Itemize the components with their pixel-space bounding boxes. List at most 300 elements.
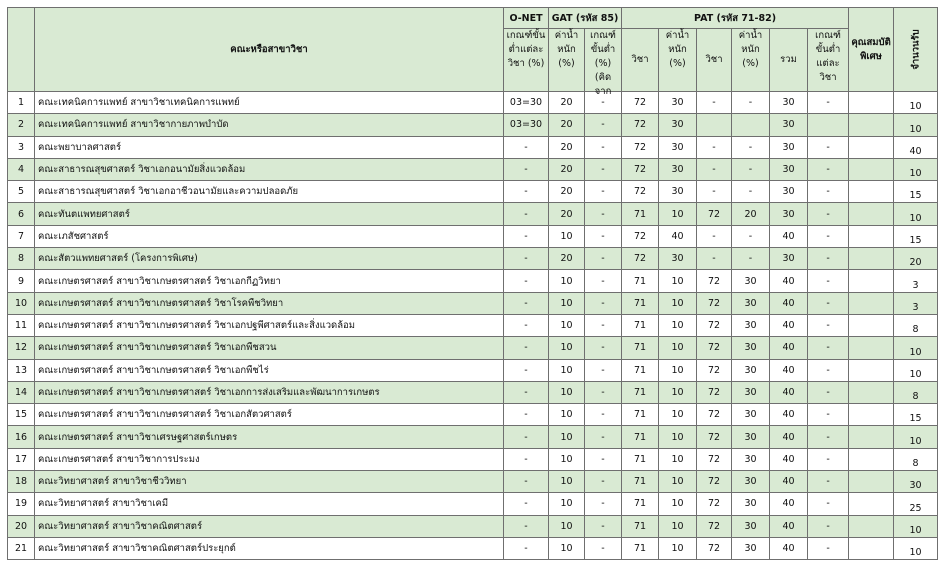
pat-subject2-value: 72	[697, 515, 732, 537]
pat-min-value: -	[808, 493, 849, 515]
row-number: 13	[8, 359, 35, 381]
quota-value: 15	[894, 181, 938, 203]
pat-weight1-value: 30	[659, 248, 697, 270]
gat-weight-value: 10	[549, 493, 585, 515]
pat-total-value: 30	[770, 158, 808, 180]
onet-min-value: -	[504, 337, 549, 359]
table-row	[8, 471, 938, 493]
quota-value: 3	[894, 292, 938, 314]
pat-subject1-value: 72	[622, 158, 659, 180]
onet-min-value: -	[504, 448, 549, 470]
quota-value: 15	[894, 225, 938, 247]
quota-value: 25	[894, 493, 938, 515]
special-qualification-value	[849, 292, 894, 314]
onet-min-value: -	[504, 515, 549, 537]
gat-min-value: -	[585, 203, 622, 225]
row-number: 2	[8, 114, 35, 136]
pat-weight2-value: 30	[732, 292, 770, 314]
gat-weight-value: 20	[549, 158, 585, 180]
faculty-name: คณะเกษตรศาสตร์ สาขาวิชาเกษตรศาสตร์ วิชาเอกการส่งเสริมและพัฒนาการเกษตร	[35, 381, 504, 403]
gat-weight-value: 20	[549, 203, 585, 225]
pat-min-value: -	[808, 471, 849, 493]
row-number: 17	[8, 448, 35, 470]
gat-min-value: -	[585, 92, 622, 114]
special-qualification-value	[849, 404, 894, 426]
pat-weight2-header: ค่าน้ำหนัก (%)	[732, 29, 770, 92]
pat-weight2-value: -	[732, 158, 770, 180]
pat-total-value: 40	[770, 493, 808, 515]
pat-weight2-value: 30	[732, 270, 770, 292]
pat-min-value: -	[808, 136, 849, 158]
row-number: 10	[8, 292, 35, 314]
gat-min-value: -	[585, 493, 622, 515]
faculty-name: คณะเกษตรศาสตร์ สาขาวิชาเกษตรศาสตร์ วิชาเอกพืชสวน	[35, 337, 504, 359]
quota-value: 30	[894, 471, 938, 493]
pat-weight2-value: 30	[732, 448, 770, 470]
gat-min-value: -	[585, 136, 622, 158]
pat-subject2-value: 72	[697, 381, 732, 403]
gat-weight-value: 10	[549, 471, 585, 493]
special-qualification-value	[849, 493, 894, 515]
pat-weight2-value: -	[732, 136, 770, 158]
row-number: 1	[8, 92, 35, 114]
table-row	[8, 203, 938, 225]
pat-total-value: 40	[770, 270, 808, 292]
pat-subject1-value: 72	[622, 114, 659, 136]
gat-min-value: -	[585, 359, 622, 381]
pat-subject2-value: 72	[697, 203, 732, 225]
pat-total-value: 30	[770, 181, 808, 203]
pat-weight1-value: 30	[659, 136, 697, 158]
onet-min-value: -	[504, 248, 549, 270]
quota-value: 20	[894, 248, 938, 270]
pat-weight2-value: -	[732, 225, 770, 247]
row-number: 19	[8, 493, 35, 515]
pat-subject2-value: -	[697, 158, 732, 180]
onet-min-value: -	[504, 537, 549, 559]
pat-min-value	[808, 114, 849, 136]
pat-total-value: 40	[770, 359, 808, 381]
special-qualification-value	[849, 359, 894, 381]
row-number: 18	[8, 471, 35, 493]
pat-weight1-value: 30	[659, 181, 697, 203]
quota-value: 8	[894, 448, 938, 470]
faculty-name: คณะเทคนิคการแพทย์ สาขาวิชากายภาพบำบัด	[35, 114, 504, 136]
gat-min-value: -	[585, 448, 622, 470]
pat-min-value: -	[808, 225, 849, 247]
pat-min-value: -	[808, 270, 849, 292]
faculty-name: คณะเกษตรศาสตร์ สาขาวิชาเกษตรศาสตร์ วิชาเอกพืชไร่	[35, 359, 504, 381]
quota-value: 3	[894, 270, 938, 292]
special-qualification-value	[849, 515, 894, 537]
pat-subject2-value: 72	[697, 337, 732, 359]
pat-subject2-value: -	[697, 92, 732, 114]
pat-weight2-value: 30	[732, 404, 770, 426]
table-row	[8, 426, 938, 448]
table-row	[8, 92, 938, 114]
faculty-name: คณะเกษตรศาสตร์ สาขาวิชาเกษตรศาสตร์ วิชาโรคพืชวิทยา	[35, 292, 504, 314]
pat-subject2-value: -	[697, 225, 732, 247]
pat-group-header: PAT (รหัส 71-82)	[622, 8, 849, 29]
pat-subject1-value: 71	[622, 537, 659, 559]
row-number: 12	[8, 337, 35, 359]
onet-min-value: -	[504, 471, 549, 493]
faculty-name: คณะสาธารณสุขศาสตร์ วิชาเอกอนามัยสิ่งแวดล้อม	[35, 158, 504, 180]
pat-subject2-value: 72	[697, 404, 732, 426]
quota-value: 8	[894, 381, 938, 403]
onet-min-value: -	[504, 158, 549, 180]
pat-total-value: 30	[770, 203, 808, 225]
pat-min-value: -	[808, 92, 849, 114]
row-number: 20	[8, 515, 35, 537]
faculty-name: คณะเทคนิคการแพทย์ สาขาวิชาเทคนิคการแพทย์	[35, 92, 504, 114]
gat-min-value: -	[585, 515, 622, 537]
pat-subject1-value: 71	[622, 404, 659, 426]
gat-min-value: -	[585, 471, 622, 493]
pat-total-value: 40	[770, 292, 808, 314]
special-qualification-value	[849, 337, 894, 359]
table-row	[8, 270, 938, 292]
pat-total-value: 40	[770, 471, 808, 493]
gat-min-value: -	[585, 404, 622, 426]
pat-weight2-value: 30	[732, 314, 770, 336]
pat-subject1-value: 71	[622, 359, 659, 381]
table-row	[8, 136, 938, 158]
gat-weight-value: 20	[549, 114, 585, 136]
pat-weight2-value: -	[732, 181, 770, 203]
special-qualification-value	[849, 181, 894, 203]
quota-value: 40	[894, 136, 938, 158]
pat-weight1-value: 10	[659, 537, 697, 559]
pat-weight1-value: 10	[659, 515, 697, 537]
gat-weight-value: 10	[549, 537, 585, 559]
special-qualification-value	[849, 471, 894, 493]
table-row	[8, 537, 938, 559]
pat-min-value: -	[808, 448, 849, 470]
pat-total-value: 40	[770, 515, 808, 537]
gat-weight-value: 10	[549, 337, 585, 359]
pat-subject1-value: 71	[622, 515, 659, 537]
special-qualification-value	[849, 381, 894, 403]
gat-weight-value: 20	[549, 248, 585, 270]
pat-total-value: 40	[770, 225, 808, 247]
special-qualification-value	[849, 314, 894, 336]
onet-min-value: -	[504, 493, 549, 515]
pat-min-value: -	[808, 203, 849, 225]
pat-min-value: -	[808, 537, 849, 559]
pat-total-value: 40	[770, 314, 808, 336]
pat-weight2-value: 30	[732, 515, 770, 537]
special-qualification-value	[849, 426, 894, 448]
faculty-name: คณะวิทยาศาสตร์ สาขาวิชาเคมี	[35, 493, 504, 515]
onet-group-header: O-NET	[504, 8, 549, 29]
faculty-name: คณะเกษตรศาสตร์ สาขาวิชาเศรษฐศาสตร์เกษตร	[35, 426, 504, 448]
pat-subject1-header: วิชา	[622, 29, 659, 92]
quota-value: 15	[894, 404, 938, 426]
row-number: 16	[8, 426, 35, 448]
special-qualification-value	[849, 158, 894, 180]
onet-min-value: -	[504, 426, 549, 448]
pat-subject1-value: 71	[622, 203, 659, 225]
pat-subject1-value: 71	[622, 493, 659, 515]
pat-min-value: -	[808, 181, 849, 203]
pat-weight2-value: 30	[732, 359, 770, 381]
row-number: 21	[8, 537, 35, 559]
pat-total-value: 30	[770, 248, 808, 270]
gat-weight-header: ค่าน้ำหนัก (%)	[549, 29, 585, 92]
onet-min-value: -	[504, 181, 549, 203]
table-row	[8, 114, 938, 136]
onet-min-value: -	[504, 203, 549, 225]
pat-weight1-value: 40	[659, 225, 697, 247]
pat-weight1-value: 10	[659, 337, 697, 359]
special-qualification-value	[849, 203, 894, 225]
pat-weight2-value: 30	[732, 493, 770, 515]
pat-min-value: -	[808, 292, 849, 314]
special-qualification-value	[849, 448, 894, 470]
table-row	[8, 158, 938, 180]
quota-value: 8	[894, 314, 938, 336]
gat-min-value: -	[585, 158, 622, 180]
row-number: 11	[8, 314, 35, 336]
quota-value: 10	[894, 203, 938, 225]
onet-min-value: 03=30	[504, 92, 549, 114]
pat-subject2-value: 72	[697, 270, 732, 292]
gat-min-value: -	[585, 381, 622, 403]
pat-subject2-header: วิชา	[697, 29, 732, 92]
gat-min-value: -	[585, 181, 622, 203]
faculty-name: คณะวิทยาศาสตร์ สาขาวิชาคณิตศาสตร์	[35, 515, 504, 537]
onet-min-value: -	[504, 404, 549, 426]
quota-label: จำนวนรับ	[910, 29, 922, 70]
pat-weight1-value: 10	[659, 359, 697, 381]
pat-subject2-value: 72	[697, 314, 732, 336]
pat-subject1-value: 72	[622, 181, 659, 203]
pat-min-value: -	[808, 337, 849, 359]
onet-min-value: -	[504, 314, 549, 336]
onet-min-value: -	[504, 136, 549, 158]
faculty-name: คณะพยาบาลศาสตร์	[35, 136, 504, 158]
gat-min-value: -	[585, 337, 622, 359]
onet-min-value: -	[504, 359, 549, 381]
pat-weight1-value: 10	[659, 426, 697, 448]
faculty-name: คณะสัตวแพทยศาสตร์ (โครงการพิเศษ)	[35, 248, 504, 270]
pat-min-value: -	[808, 381, 849, 403]
table-row	[8, 248, 938, 270]
gat-weight-value: 10	[549, 270, 585, 292]
faculty-name: คณะเภสัชศาสตร์	[35, 225, 504, 247]
pat-min-header: เกณฑ์ขั้นต่ำแต่ละวิชา	[808, 29, 849, 92]
row-number: 9	[8, 270, 35, 292]
pat-weight1-value: 10	[659, 471, 697, 493]
gat-weight-value: 10	[549, 292, 585, 314]
gat-weight-value: 10	[549, 448, 585, 470]
pat-subject2-value: -	[697, 248, 732, 270]
gat-group-header: GAT (รหัส 85)	[549, 8, 622, 29]
gat-min-value: -	[585, 537, 622, 559]
gat-min-value: -	[585, 314, 622, 336]
pat-subject1-value: 72	[622, 92, 659, 114]
onet-min-value: -	[504, 381, 549, 403]
row-number: 8	[8, 248, 35, 270]
pat-subject1-value: 71	[622, 471, 659, 493]
pat-subject2-value: 72	[697, 493, 732, 515]
special-qualification-value	[849, 136, 894, 158]
pat-total-value: 40	[770, 426, 808, 448]
gat-weight-value: 20	[549, 92, 585, 114]
table-row	[8, 515, 938, 537]
special-qualification-header	[849, 8, 894, 92]
gat-weight-value: 10	[549, 404, 585, 426]
pat-weight1-value: 10	[659, 314, 697, 336]
onet-min-header: เกณฑ์ขั้นต่ำแต่ละวิชา (%)	[504, 29, 549, 92]
pat-weight1-value: 10	[659, 381, 697, 403]
faculty-name: คณะวิทยาศาสตร์ สาขาวิชาชีววิทยา	[35, 471, 504, 493]
pat-weight2-value: -	[732, 248, 770, 270]
pat-subject2-value: -	[697, 181, 732, 203]
pat-subject1-value: 71	[622, 426, 659, 448]
pat-subject2-value: 72	[697, 426, 732, 448]
row-number: 3	[8, 136, 35, 158]
special-qualification-value	[849, 537, 894, 559]
pat-subject1-value: 71	[622, 314, 659, 336]
quota-value: 10	[894, 537, 938, 559]
faculty-name: คณะเกษตรศาสตร์ สาขาวิชาเกษตรศาสตร์ วิชาเอกปฐพีศาสตร์และสิ่งแวดล้อม	[35, 314, 504, 336]
row-number: 7	[8, 225, 35, 247]
faculty-name: คณะวิทยาศาสตร์ สาขาวิชาคณิตศาสตร์ประยุกต์	[35, 537, 504, 559]
table-row	[8, 448, 938, 470]
gat-weight-value: 10	[549, 314, 585, 336]
table-row	[8, 381, 938, 403]
table-row	[8, 359, 938, 381]
quota-value: 10	[894, 337, 938, 359]
quota-value: 10	[894, 92, 938, 114]
quota-value: 10	[894, 158, 938, 180]
pat-min-value: -	[808, 359, 849, 381]
gat-min-value: -	[585, 114, 622, 136]
pat-subject2-value: 72	[697, 448, 732, 470]
pat-weight2-value	[732, 114, 770, 136]
pat-total-value: 30	[770, 114, 808, 136]
pat-subject1-value: 71	[622, 381, 659, 403]
pat-subject1-value: 71	[622, 337, 659, 359]
pat-weight1-value: 30	[659, 158, 697, 180]
pat-weight1-value: 10	[659, 203, 697, 225]
gat-weight-value: 10	[549, 381, 585, 403]
admission-criteria-table	[7, 7, 938, 560]
special-qualification-value	[849, 114, 894, 136]
quota-value: 10	[894, 114, 938, 136]
gat-min-value: -	[585, 248, 622, 270]
pat-weight1-header: ค่าน้ำหนัก (%)	[659, 29, 697, 92]
faculty-name: คณะทันตแพทยศาสตร์	[35, 203, 504, 225]
pat-subject1-value: 71	[622, 270, 659, 292]
pat-min-value: -	[808, 404, 849, 426]
pat-total-value: 40	[770, 381, 808, 403]
pat-min-value: -	[808, 248, 849, 270]
row-number: 5	[8, 181, 35, 203]
pat-total-value: 30	[770, 92, 808, 114]
table-row	[8, 292, 938, 314]
pat-subject1-value: 72	[622, 248, 659, 270]
pat-weight2-value: 30	[732, 471, 770, 493]
pat-subject2-value: 72	[697, 537, 732, 559]
pat-total-value: 40	[770, 448, 808, 470]
quota-value: 10	[894, 426, 938, 448]
pat-total-header: รวม	[770, 29, 808, 92]
gat-min-value: -	[585, 426, 622, 448]
pat-total-value: 40	[770, 537, 808, 559]
pat-total-value: 30	[770, 136, 808, 158]
table-row	[8, 337, 938, 359]
gat-weight-value: 10	[549, 515, 585, 537]
pat-subject2-value: -	[697, 136, 732, 158]
table-row	[8, 314, 938, 336]
pat-subject1-value: 71	[622, 448, 659, 470]
faculty-name: คณะเกษตรศาสตร์ สาขาวิชาการประมง	[35, 448, 504, 470]
pat-weight1-value: 30	[659, 92, 697, 114]
pat-min-value: -	[808, 515, 849, 537]
special-qualification-value	[849, 270, 894, 292]
pat-weight1-value: 10	[659, 270, 697, 292]
table-row	[8, 493, 938, 515]
pat-subject2-value: 72	[697, 292, 732, 314]
row-number: 6	[8, 203, 35, 225]
gat-weight-value: 10	[549, 426, 585, 448]
table-row	[8, 181, 938, 203]
special-qualification-value	[849, 225, 894, 247]
pat-weight1-value: 30	[659, 114, 697, 136]
pat-total-value: 40	[770, 404, 808, 426]
onet-min-value: -	[504, 225, 549, 247]
gat-weight-value: 20	[549, 136, 585, 158]
pat-subject2-value	[697, 114, 732, 136]
pat-weight1-value: 10	[659, 404, 697, 426]
pat-weight2-value: 20	[732, 203, 770, 225]
row-number: 15	[8, 404, 35, 426]
faculty-name: คณะสาธารณสุขศาสตร์ วิชาเอกอาชีวอนามัยและความปลอดภัย	[35, 181, 504, 203]
gat-min-value: -	[585, 292, 622, 314]
pat-weight2-value: 30	[732, 381, 770, 403]
pat-subject1-value: 72	[622, 136, 659, 158]
pat-subject1-value: 72	[622, 225, 659, 247]
pat-weight1-value: 10	[659, 292, 697, 314]
onet-min-value: 03=30	[504, 114, 549, 136]
pat-weight2-value: 30	[732, 337, 770, 359]
table-body	[8, 92, 938, 560]
gat-weight-value: 10	[549, 225, 585, 247]
pat-total-value: 40	[770, 337, 808, 359]
faculty-name: คณะเกษตรศาสตร์ สาขาวิชาเกษตรศาสตร์ วิชาเอกกีฏวิทยา	[35, 270, 504, 292]
gat-min-value: -	[585, 270, 622, 292]
pat-min-value: -	[808, 158, 849, 180]
onet-min-value: -	[504, 292, 549, 314]
onet-min-value: -	[504, 270, 549, 292]
pat-weight1-value: 10	[659, 448, 697, 470]
pat-weight2-value: -	[732, 92, 770, 114]
pat-subject1-value: 71	[622, 292, 659, 314]
quota-header	[894, 8, 938, 92]
quota-value: 10	[894, 359, 938, 381]
pat-subject2-value: 72	[697, 359, 732, 381]
special-qualification-value	[849, 248, 894, 270]
faculty-header: คณะหรือสาขาวิชา	[35, 8, 504, 92]
quota-value: 10	[894, 515, 938, 537]
row-number: 4	[8, 158, 35, 180]
pat-min-value: -	[808, 314, 849, 336]
pat-weight2-value: 30	[732, 426, 770, 448]
pat-min-value: -	[808, 426, 849, 448]
